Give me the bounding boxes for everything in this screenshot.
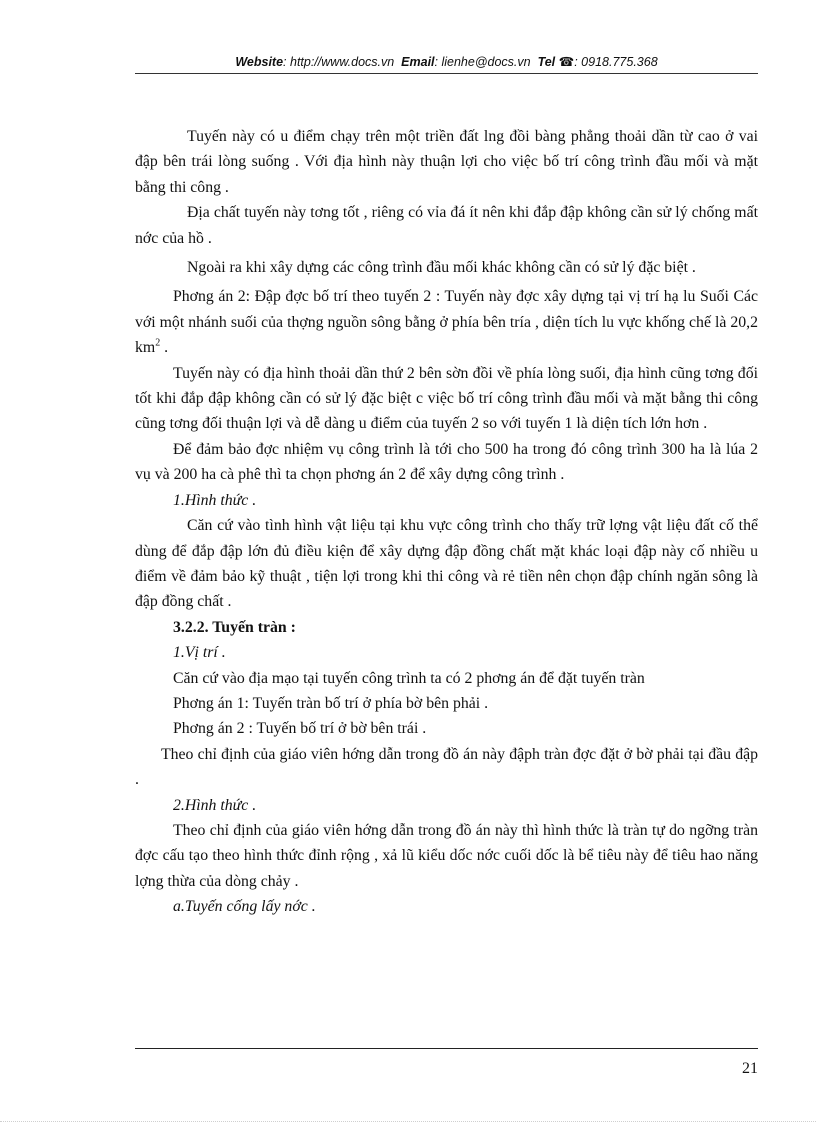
page-number: 21	[742, 1060, 758, 1077]
footer-rule	[135, 1048, 758, 1049]
paragraph: Phơng án 1: Tuyến tràn bố trí ở phía bờ bên phải .	[173, 694, 489, 712]
header-rule	[135, 73, 758, 74]
paragraph: Theo chỉ định của giáo viên hớng dẫn trong đồ án này đậph tràn đợc đặt ở bờ phải tại đầu đập .	[135, 745, 758, 789]
paragraph: Căn cứ vào địa mạo tại tuyến công trình ta có 2 phơng án để đặt tuyến tràn	[173, 669, 645, 687]
document-body	[135, 124, 758, 920]
paragraph: Căn cứ vào tình hình vật liệu tại khu vực công trình cho thấy trữ lợng vật liệu đất cố thể dùng để đắp đập lớn đủ điều kiện để xây dựng đập đồng chất mặt khác loại đập này cố nhiều u điểm về đảm bảo kỹ thuật , tiện lợi trong khi thi công và rẻ tiền nên chọn đập chính ngăn sông là đập đồng chất .	[135, 517, 758, 611]
email-value: : lienhe@docs.vn	[434, 55, 531, 69]
paragraph: Tuyến này có địa hình thoải dần thứ 2 bên sờn đồi về phía lòng suối, địa hình cũng tơng đối tốt khi đắp đập không cần có sử lý đặc biệt c việc bố trí công trình đầu mối và mặt bằng thi công cũng tơng đối thuận lợi và dễ dàng u điểm của tuyến 2 so với tuyến 1 là diện tích lớn hơn .	[135, 364, 758, 433]
paragraph: Phơng án 2: Đập đợc bố trí theo tuyến 2 : Tuyến này đợc xây dựng tại vị trí hạ lu Suối Các với một nhánh suối của thợng nguồn sông bằng ở phía bên tría , diện tích lu vực khống chế là 20,2 $km^2$ .	[135, 288, 758, 357]
section-heading: 1.Vị trí .	[173, 644, 226, 662]
website-label: Website	[235, 55, 284, 69]
tel-label: Tel	[537, 55, 556, 69]
superscript: 2	[155, 337, 161, 349]
paragraph: Theo chỉ định của giáo viên hớng dẫn trong đồ án này thì hình thức là tràn tự do ngỡng tràn đợc cấu tạo theo hình thức đỉnh rộng , xả lũ kiểu dốc nớc cuối dốc là bể tiêu này để tiêu hao năng lợng thừa của dòng chảy .	[135, 821, 758, 890]
section-heading: 2.Hình thức .	[173, 796, 257, 814]
paragraph: Tuyến này có u điểm chạy trên một triền đất lng đồi bàng phẳng thoải dần từ cao ở vai đập bên trái lòng suống . Với địa hình này thuận lợi cho việc bố trí công trình đầu mối và mặt bằng thi công .	[135, 128, 758, 196]
bottom-dotted-border	[0, 1121, 816, 1122]
phone-icon: ☎	[558, 55, 575, 69]
tel-value: : 0918.775.368	[574, 55, 658, 69]
section-heading: 1.Hình thức .	[173, 491, 257, 509]
paragraph: Địa chất tuyến này tơng tốt , riêng có vỉa đá ít nên khi đắp đập không cần sử lý chống mất nớc của hồ .	[135, 204, 758, 247]
paragraph: Phơng án 2 : Tuyến bố trí ở bờ bên trái .	[173, 720, 427, 738]
paragraph: Ngoài ra khi xây dựng các công trình đầu mối khác không cần có sử lý đặc biệt .	[187, 259, 696, 277]
page-header	[135, 54, 758, 69]
section-heading: 3.2.2. Tuyến tràn :	[173, 618, 296, 636]
paragraph: Để đảm bảo đợc nhiệm vụ công trình là tới cho 500 ha trong đó công trình 300 ha là lúa 2 vụ và 200 ha cà phê thì ta chọn phơng án 2 để xây dựng công trình .	[135, 440, 758, 484]
website-value: : http://www.docs.vn	[283, 55, 395, 69]
section-heading: a.Tuyến cống lấy nớc .	[173, 898, 316, 916]
email-label: Email	[401, 55, 435, 69]
